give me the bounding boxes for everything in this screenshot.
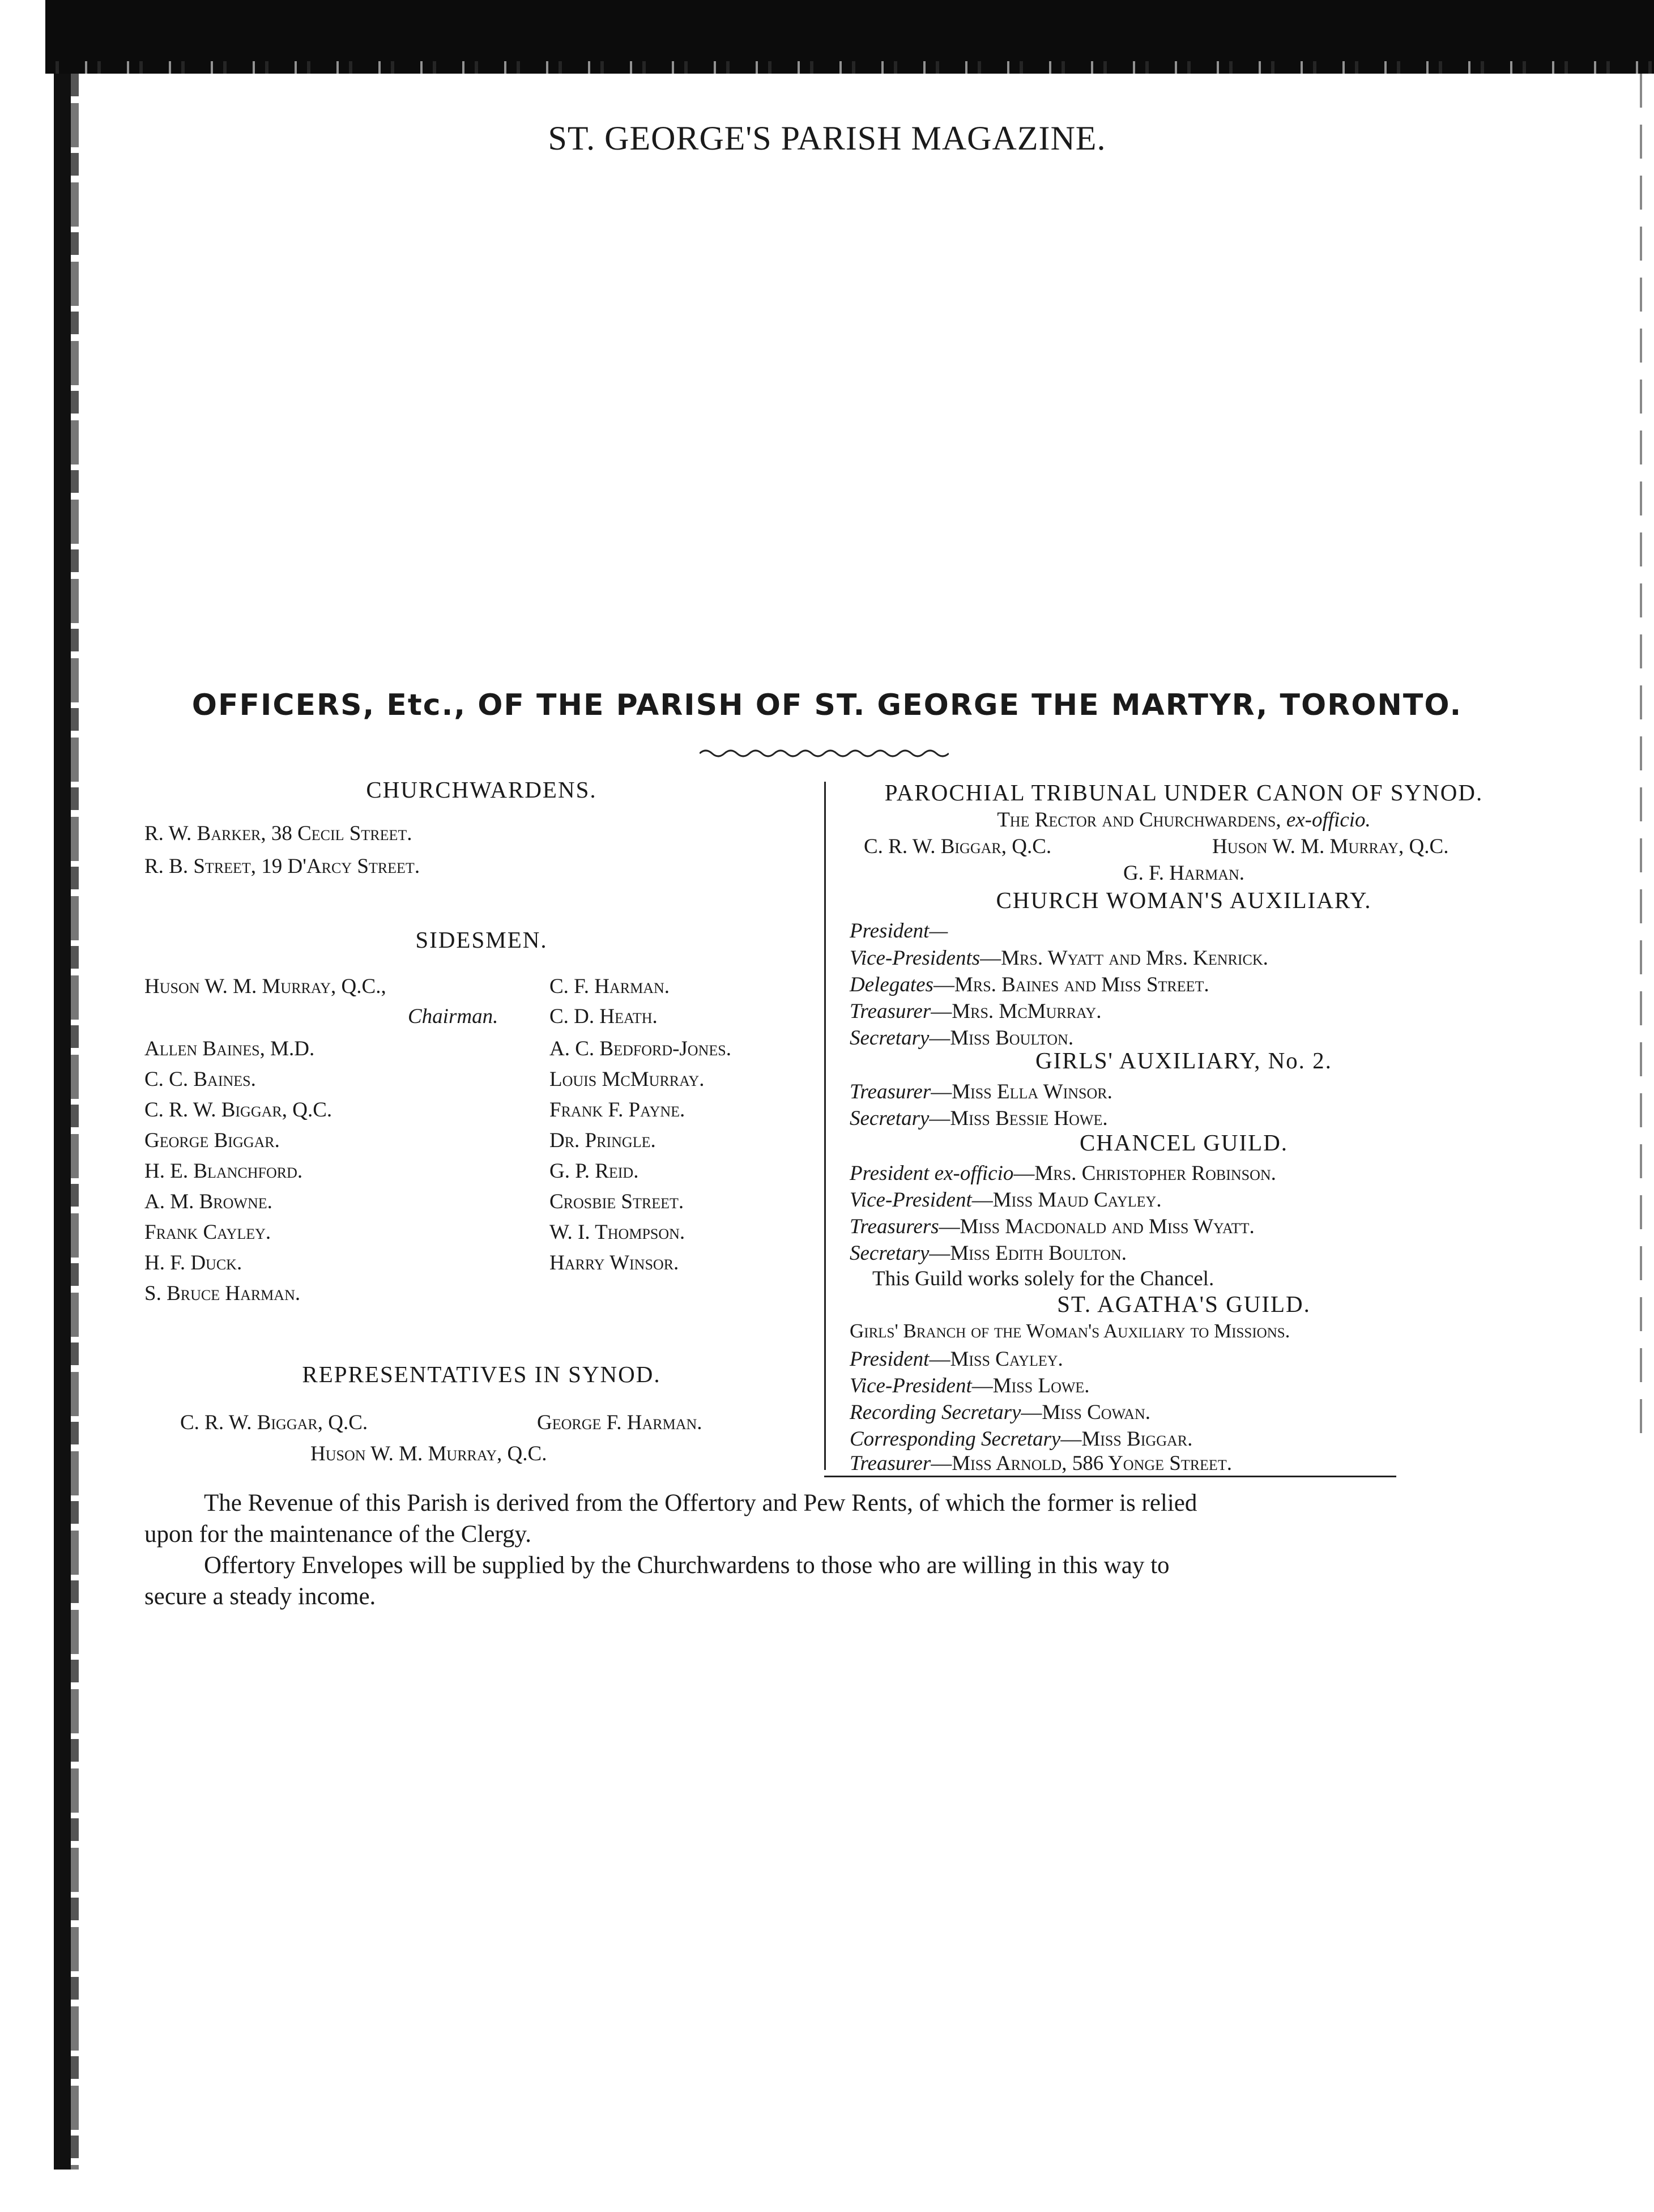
auxiliary-officer xyxy=(850,946,1268,970)
girls-auxiliary-officer xyxy=(850,1106,1108,1131)
sidesmen-heading: SIDESMEN. xyxy=(415,927,548,953)
officer-names: —Miss Cowan. xyxy=(1021,1401,1151,1424)
scan-left-border xyxy=(54,74,71,2170)
chancel-officer xyxy=(850,1241,1127,1265)
sidesman-name: Huson W. M. Murray, Q.C., xyxy=(144,975,386,998)
officer-role: Treasurers xyxy=(850,1215,939,1238)
chancel-note: This Guild works solely for the Chancel. xyxy=(872,1267,1214,1290)
officer-role: Treasurer xyxy=(850,1000,931,1023)
auxiliary-officer xyxy=(850,973,1209,997)
tribunal-rector: The Rector and Churchwardens, xyxy=(997,808,1281,832)
envelope-paragraph-line: secure a steady income. xyxy=(144,1583,376,1610)
chairman-label: Chairman. xyxy=(408,1005,498,1028)
representative-name: Huson W. M. Murray, Q.C. xyxy=(310,1442,547,1465)
officer-role: Vice-President xyxy=(850,1188,972,1212)
officer-names: —Miss Lowe. xyxy=(971,1374,1090,1397)
representatives-heading: REPRESENTATIVES IN SYNOD. xyxy=(302,1361,661,1387)
sidesman-name: Crosbie Street. xyxy=(549,1190,684,1213)
officer-names: —Miss Bessie Howe. xyxy=(929,1107,1108,1130)
sidesman-name: Dr. Pringle. xyxy=(549,1129,656,1152)
sidesman-name: C. F. Harman. xyxy=(549,975,670,998)
representative-name: C. R. W. Biggar, Q.C. xyxy=(180,1411,368,1434)
sidesman-name: Allen Baines, M.D. xyxy=(144,1037,315,1060)
officer-names: —Miss Maud Cayley. xyxy=(971,1188,1162,1212)
auxiliary-president: President— xyxy=(850,919,948,943)
tribunal-member: G. F. Harman. xyxy=(1123,862,1245,885)
scan-top-border xyxy=(45,0,1654,74)
sidesman-name: Louis McMurray. xyxy=(549,1068,705,1091)
officer-role: Secretary xyxy=(850,1242,930,1265)
officer-names: —Miss Boulton. xyxy=(929,1026,1074,1050)
chancel-officer xyxy=(850,1214,1255,1239)
chancel-officer xyxy=(850,1161,1276,1186)
sidesman-name: A. M. Browne. xyxy=(144,1190,272,1213)
officer-role: Treasurer xyxy=(850,1080,931,1103)
agatha-officer xyxy=(850,1374,1090,1398)
sidesman-name: George Biggar. xyxy=(144,1129,280,1152)
girls-auxiliary-heading: GIRLS' AUXILIARY, No. 2. xyxy=(1035,1047,1332,1073)
agatha-guild-subheading: Girls' Branch of the Woman's Auxiliary to Missions. xyxy=(850,1320,1290,1342)
woman-auxiliary-heading: CHURCH WOMAN'S AUXILIARY. xyxy=(996,887,1372,913)
envelope-paragraph-line: Offertory Envelopes will be supplied by the Churchwardens to those who are willing in this way to xyxy=(204,1552,1170,1579)
sidesman-name: H. E. Blanchford. xyxy=(144,1160,303,1183)
churchwarden-line: R. W. Barker, 38 Cecil Street. xyxy=(144,822,412,845)
officer-role: Vice-Presidents xyxy=(850,947,981,970)
sidesman-name: Frank Cayley. xyxy=(144,1221,271,1244)
chancel-officer xyxy=(850,1188,1162,1212)
officer-names: —Miss Edith Boulton. xyxy=(929,1242,1127,1265)
agatha-guild-heading: ST. AGATHA'S GUILD. xyxy=(1057,1291,1311,1317)
officer-role: Vice-President xyxy=(850,1374,972,1397)
sidesman-name: C. R. W. Biggar, Q.C. xyxy=(144,1098,332,1122)
tribunal-member: Huson W. M. Murray, Q.C. xyxy=(1212,835,1449,858)
chancel-guild-heading: CHANCEL GUILD. xyxy=(1079,1130,1289,1156)
magazine-title: ST. GEORGE'S PARISH MAGAZINE. xyxy=(548,120,1106,157)
scan-left-edge xyxy=(71,74,79,2170)
officer-role: Corresponding Secretary xyxy=(850,1427,1061,1451)
sidesman-name: C. C. Baines. xyxy=(144,1068,256,1091)
sidesman-name: G. P. Reid. xyxy=(549,1160,639,1183)
scan-right-edge xyxy=(1640,74,1642,1433)
officer-role: Delegates xyxy=(850,973,933,996)
churchwarden-line: R. B. Street, 19 D'Arcy Street. xyxy=(144,855,420,878)
sidesman-name: C. D. Heath. xyxy=(549,1005,658,1028)
sidesman-name: W. I. Thompson. xyxy=(549,1221,685,1244)
officer-names: —Miss Cayley. xyxy=(929,1348,1063,1371)
auxiliary-officer xyxy=(850,999,1101,1024)
officer-names: —Mrs. Christopher Robinson. xyxy=(1013,1162,1276,1185)
tribunal-member: C. R. W. Biggar, Q.C. xyxy=(864,835,1052,858)
column-divider xyxy=(824,782,826,1470)
officer-role: President xyxy=(850,1348,930,1371)
officer-role: President ex-officio xyxy=(850,1162,1014,1185)
agatha-officer xyxy=(850,1400,1150,1425)
officer-role: Treasurer xyxy=(850,1452,931,1475)
ex-officio-label: ex-officio. xyxy=(1286,808,1371,832)
officer-names: —Miss Ella Winsor. xyxy=(931,1080,1112,1103)
wavy-rule xyxy=(700,747,949,760)
agatha-officer xyxy=(850,1451,1232,1476)
tribunal-heading: PAROCHIAL TRIBUNAL UNDER CANON OF SYNOD. xyxy=(884,779,1484,805)
officer-names: —Mrs. Wyatt and Mrs. Kenrick. xyxy=(980,947,1268,970)
tribunal-line xyxy=(833,808,1535,832)
revenue-paragraph-line: upon for the maintenance of the Clergy. xyxy=(144,1521,532,1548)
sidesman-name: Frank F. Payne. xyxy=(549,1098,685,1122)
sidesman-name: Harry Winsor. xyxy=(549,1251,679,1275)
sidesman-name: S. Bruce Harman. xyxy=(144,1282,301,1305)
officer-names: —Mrs. McMurray. xyxy=(931,1000,1102,1023)
officer-names: —Miss Macdonald and Miss Wyatt. xyxy=(939,1215,1255,1238)
officer-role: Secretary xyxy=(850,1026,930,1050)
officer-names: —Miss Arnold, 586 Yonge Street. xyxy=(931,1452,1232,1475)
girls-auxiliary-officer xyxy=(850,1080,1112,1104)
sidesman-name: H. F. Duck. xyxy=(144,1251,242,1275)
representative-name: George F. Harman. xyxy=(537,1411,702,1434)
officer-role: Recording Secretary xyxy=(850,1401,1021,1424)
officer-names: —Miss Biggar. xyxy=(1060,1427,1193,1451)
officers-heading: OFFICERS, Etc., OF THE PARISH OF ST. GEORGE THE MARTYR, TORONTO. xyxy=(191,688,1463,722)
officer-role: Secretary xyxy=(850,1107,930,1130)
agatha-officer xyxy=(850,1427,1192,1451)
officer-names: —Mrs. Baines and Miss Street. xyxy=(933,973,1209,996)
sidesman-name: A. C. Bedford-Jones. xyxy=(549,1037,731,1060)
churchwardens-heading: CHURCHWARDENS. xyxy=(366,777,597,803)
agatha-officer xyxy=(850,1347,1063,1371)
column-end-rule xyxy=(824,1476,1396,1477)
revenue-paragraph-line: The Revenue of this Parish is derived from the Offertory and Pew Rents, of which the former is relied xyxy=(204,1490,1197,1516)
